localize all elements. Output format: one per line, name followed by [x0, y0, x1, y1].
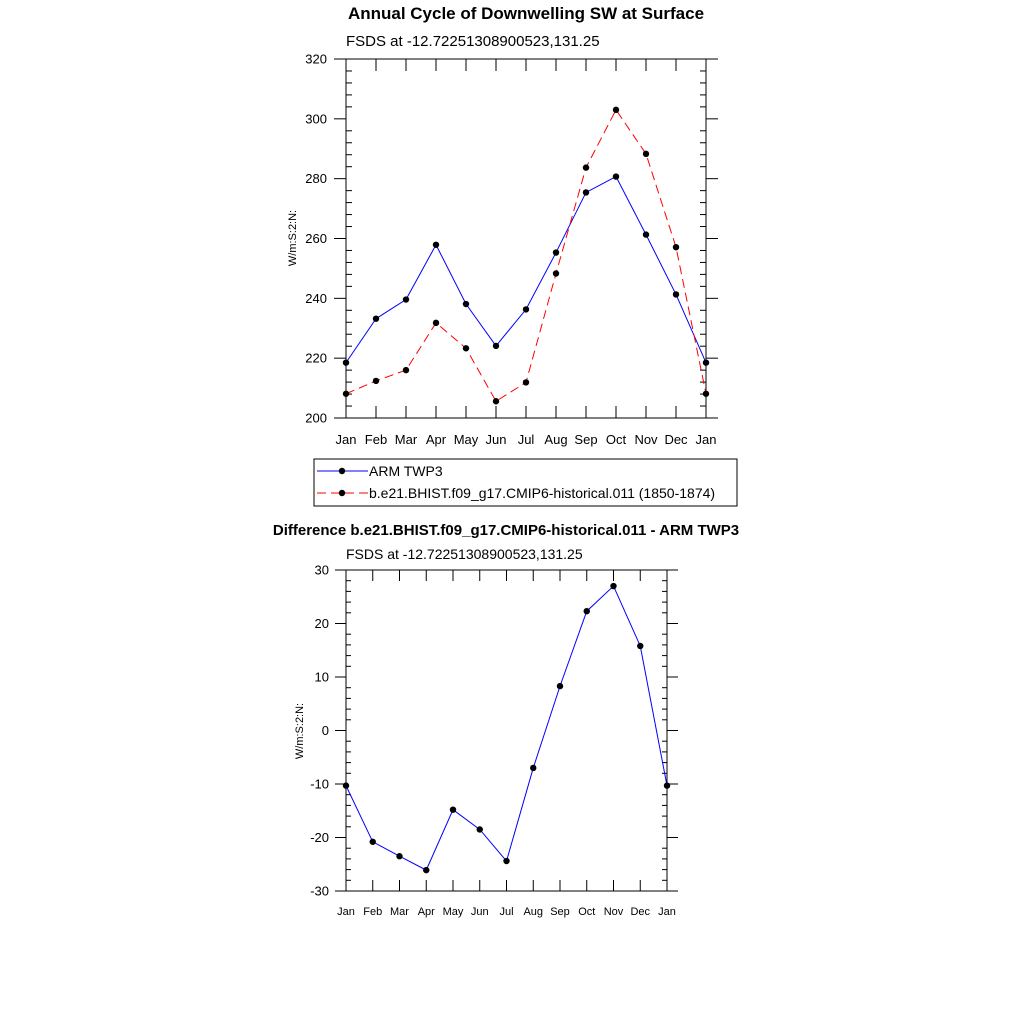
series-0-point	[396, 853, 402, 859]
diff-y-axis-label: W/m:S:2:N:	[294, 702, 306, 760]
series-0-point	[403, 296, 409, 302]
series-1-point	[583, 164, 589, 170]
y-tick-label: 200	[305, 410, 327, 426]
series-1-point	[613, 107, 619, 113]
x-tick-label: Jun	[470, 906, 489, 918]
x-tick-label: Jan	[658, 906, 676, 918]
x-tick-label: Jul	[517, 432, 535, 447]
legend-marker-arm	[339, 468, 345, 474]
x-tick-label: Mar	[390, 906, 409, 918]
x-tick-label: Oct	[605, 432, 627, 447]
x-tick-label: Feb	[364, 432, 388, 447]
series-0-point	[503, 858, 509, 864]
x-tick-label: Aug	[523, 906, 544, 918]
series-0-point	[523, 306, 529, 312]
series-1-point	[703, 391, 709, 397]
series-0-point	[433, 242, 439, 248]
series-0-point	[423, 867, 429, 873]
x-tick-label: Jan	[695, 432, 717, 447]
y-tick-label: 260	[305, 231, 327, 246]
y-tick-label: 30	[314, 562, 329, 578]
diff-chart-subtitle: FSDS at -12.72251308900523,131.25	[346, 546, 583, 562]
legend-label-arm: ARM TWP3	[369, 463, 443, 479]
x-tick-label: Nov	[603, 906, 624, 918]
x-tick-label: Jun	[485, 432, 507, 447]
series-0-point	[493, 343, 499, 349]
series-0-point	[463, 301, 469, 307]
series-0-point	[373, 315, 379, 321]
x-tick-label: May	[442, 906, 464, 918]
x-tick-label: Apr	[417, 906, 435, 918]
series-0-point	[637, 643, 643, 649]
x-tick-label: Jan	[337, 906, 355, 918]
series-0-point	[613, 173, 619, 179]
x-tick-label: Aug	[544, 432, 568, 447]
series-1-point	[643, 151, 649, 157]
series-1-point	[433, 320, 439, 326]
series-0-point	[703, 359, 709, 365]
x-tick-label: Oct	[578, 906, 596, 918]
series-1-point	[493, 398, 499, 404]
series-1-point	[463, 345, 469, 351]
series-0-point	[643, 231, 649, 237]
series-1-point	[523, 379, 529, 385]
legend-label-model: b.e21.BHIST.f09_g17.CMIP6-historical.011 (1850-1874)	[369, 485, 716, 501]
y-tick-label: 280	[305, 171, 327, 187]
series-1-point	[553, 270, 559, 276]
y-tick-label: 320	[305, 51, 327, 67]
x-tick-label: Feb	[363, 906, 383, 918]
series-0-point	[477, 826, 483, 832]
series-0-point	[673, 291, 679, 297]
y-tick-label: -20	[310, 830, 329, 845]
x-tick-label: Mar	[394, 432, 418, 447]
x-tick-label: Dec	[664, 432, 688, 447]
series-0-point	[530, 765, 536, 771]
series-0-point	[664, 782, 670, 788]
series-0-point	[557, 683, 563, 689]
y-tick-label: 10	[314, 669, 329, 685]
series-0-point	[583, 189, 589, 195]
y-tick-label: 0	[321, 723, 329, 738]
series-1-point	[343, 391, 349, 397]
y-tick-label: 20	[314, 616, 329, 631]
series-0-point	[450, 806, 456, 812]
diff-chart-title: Difference b.e21.BHIST.f09_g17.CMIP6-historical.011 - ARM TWP3	[272, 522, 740, 539]
x-tick-label: Sep	[574, 432, 598, 447]
x-tick-label: Jan	[335, 432, 357, 447]
x-tick-label: Nov	[634, 432, 658, 447]
y-tick-label: 240	[305, 290, 327, 306]
series-0-point	[370, 839, 376, 845]
legend-marker-model	[339, 490, 345, 496]
series-0-point	[343, 782, 349, 788]
y-tick-label: 300	[305, 111, 327, 127]
series-0-point	[343, 359, 349, 365]
y-tick-label: 220	[305, 350, 327, 366]
x-tick-label: Dec	[630, 906, 651, 918]
chart-title: Annual Cycle of Downwelling SW at Surface	[347, 4, 705, 23]
x-tick-label: Jul	[499, 906, 514, 918]
series-1-point	[373, 378, 379, 384]
series-0-point	[610, 583, 616, 589]
series-1-point	[673, 244, 679, 250]
x-tick-label: May	[453, 432, 479, 447]
x-tick-label: Sep	[550, 906, 570, 918]
series-0-point	[584, 608, 590, 614]
y-tick-label: -10	[310, 776, 329, 792]
chart-subtitle: FSDS at -12.72251308900523,131.25	[346, 33, 600, 50]
x-tick-label: Apr	[425, 432, 447, 447]
series-1-point	[403, 367, 409, 373]
y-tick-label: -30	[310, 883, 329, 899]
series-0-point	[553, 249, 559, 255]
y-axis-label: W/m:S:2:N:	[287, 209, 299, 267]
